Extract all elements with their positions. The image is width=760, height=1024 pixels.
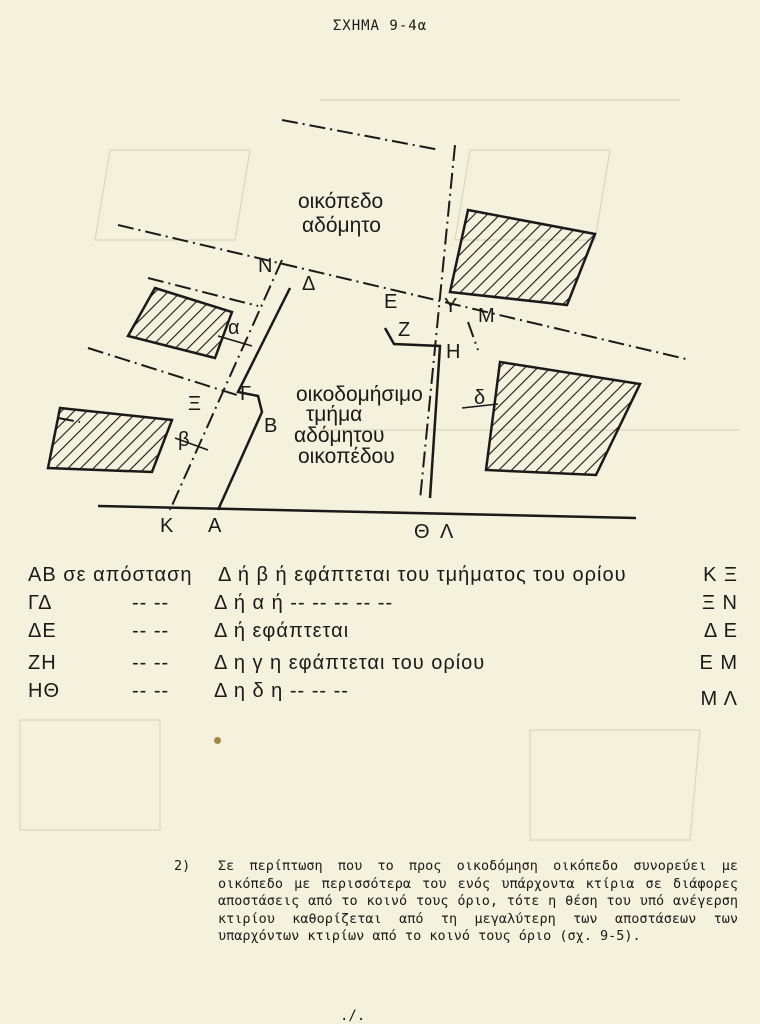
legend-segment: ΓΔ: [28, 592, 53, 614]
legend-rule: Δ ή β ή εφάπτεται του τμήματος του ορίου: [218, 564, 627, 586]
paragraph-number: 2): [174, 858, 191, 874]
point-y: Υ: [444, 295, 458, 317]
legend-segment: ΔΕ: [28, 620, 57, 642]
legend-text: -- --: [132, 652, 170, 674]
legend-boundary: Ε Μ: [699, 652, 738, 674]
street-line-bottom: [98, 506, 636, 518]
legend-boundary: Κ Ξ: [703, 564, 738, 586]
point-e: Ε: [384, 291, 398, 313]
point-theta: Θ: [414, 521, 430, 543]
legend-boundary: Δ Ε: [703, 620, 738, 642]
existing-building-right: [486, 362, 640, 475]
label-plot-unbuilt-2: αδόμητο: [302, 214, 381, 237]
legend-boundary: Ξ Ν: [702, 592, 738, 614]
point-b: Β: [264, 415, 278, 437]
legend-segment: ΑΒ: [28, 564, 57, 586]
paragraph-2: [174, 858, 738, 946]
point-lambda: Λ: [440, 521, 454, 543]
label-buildable-3: αδόμητου: [294, 424, 385, 447]
building-line-e-z-h-theta: [385, 328, 440, 498]
legend-text: -- --: [132, 620, 170, 642]
label-buildable-1: οικοδομήσιμο: [296, 383, 423, 406]
legend-rule: Δ η γ η εφάπτεται του ορίου: [214, 652, 486, 674]
legend-row: [0, 680, 760, 710]
distance-delta: δ: [474, 387, 486, 409]
point-h: Η: [446, 341, 461, 363]
distance-alpha: α: [228, 317, 240, 339]
point-gamma: Γ: [240, 383, 252, 405]
label-buildable-2: τμήμα: [306, 403, 363, 426]
label-plot-unbuilt-1: οικόπεδο: [298, 190, 384, 213]
legend-rule: Δ η δ η -- -- --: [214, 680, 349, 702]
legend-row: [0, 564, 760, 590]
legend-row: [0, 652, 760, 678]
legend-text: -- --: [132, 680, 170, 702]
legend-segment: ΖΗ: [28, 652, 57, 674]
legend-text: σε απόσταση: [63, 564, 193, 586]
boundary-top-left: [282, 120, 440, 150]
legend-row: [0, 592, 760, 618]
point-delta: Δ: [302, 273, 316, 295]
page-title: ΣΧΗΜΑ 9-4α: [332, 18, 428, 34]
point-k: Κ: [160, 515, 174, 537]
legend-text: -- --: [132, 592, 170, 614]
distance-beta: β: [178, 429, 190, 451]
ink-spot: [214, 737, 221, 744]
existing-building-top-right: [450, 210, 595, 305]
point-xi: Ξ: [188, 393, 201, 415]
page-mark: ./.: [340, 1008, 366, 1024]
existing-building-left-upper: [128, 288, 232, 358]
legend-row: [0, 620, 760, 646]
boundary-vertical-center: [420, 145, 458, 500]
point-z: Ζ: [398, 319, 411, 341]
paragraph-text: Σε περίπτωση που το προς οικοδόμηση οικόπεδο συνορεύει με οικόπεδο με περισσότερα του ενός υπάρχοντα κτίρια σε διάφορες αποστάσεις από το κοινό τους όριο, τότε η θέση του υπό ανέγερση κτιρίου καθορίζεται από τη μεγαλύτερη των αποστάσεων των υπαρχόντων κτιρίων από το κοινό τους όριο (σχ. 9-5).: [218, 858, 738, 944]
point-n: Ν: [258, 255, 273, 277]
legend-rule: Δ ή α ή -- -- -- -- --: [214, 592, 394, 614]
legend-rule: Δ ή εφάπτεται: [214, 620, 350, 642]
point-m: Μ: [478, 305, 495, 327]
boundary-right-short: [468, 322, 478, 350]
legend-segment: ΗΘ: [28, 680, 60, 702]
label-buildable-4: οικοπέδου: [298, 445, 395, 468]
point-a: Α: [208, 515, 222, 537]
figure-9-4a: [0, 90, 760, 550]
legend-boundary: Μ Λ: [700, 688, 738, 710]
existing-building-left-lower: [48, 408, 172, 472]
